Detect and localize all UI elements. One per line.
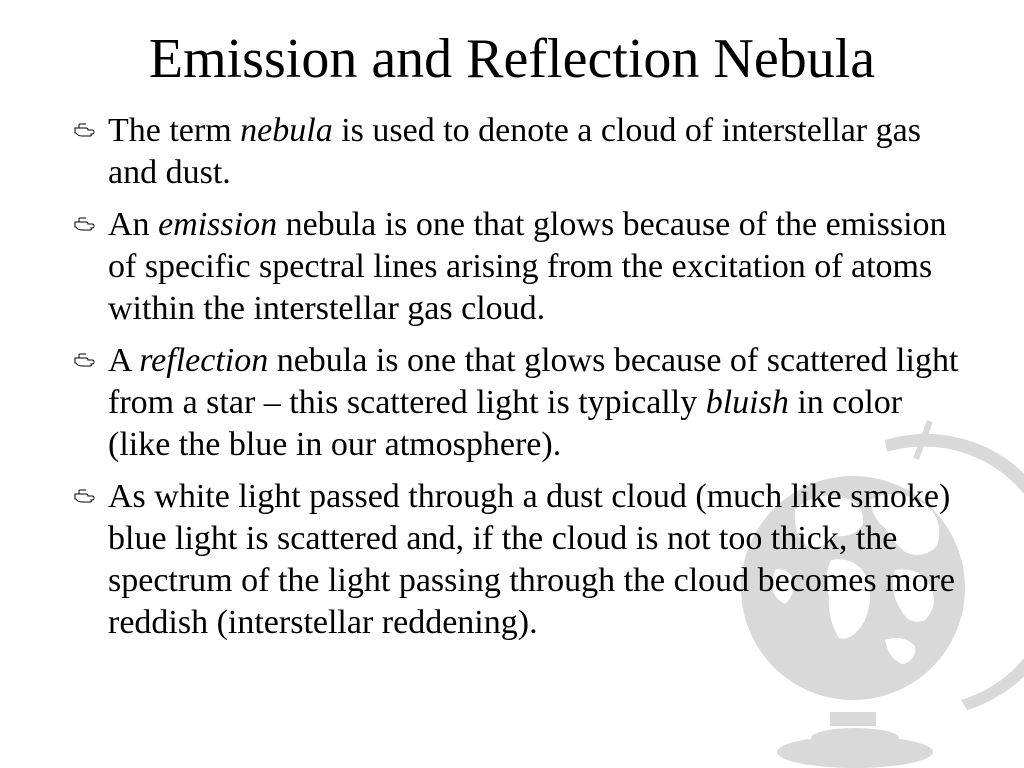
pointing-hand-icon [74, 488, 96, 504]
bullet-text: A reflection nebula is one that glows because of scattered light from a star – this scattered light is typically bluish in color (like the blue in our atmosphere). [108, 342, 959, 463]
bullet-text: As white light passed through a dust cloud (much like smoke) blue light is scattered and, if the cloud is not too thick, the spectrum of the light passing through the cloud becomes more reddish (interstellar reddening). [108, 478, 955, 641]
slide-title: Emission and Reflection Nebula [148, 28, 876, 90]
bullet-item [74, 204, 964, 330]
pointing-hand-icon [74, 216, 96, 232]
pointing-hand-icon [74, 122, 96, 138]
bullet-item [74, 110, 964, 194]
bullet-item [74, 476, 964, 644]
bullet-list [74, 110, 964, 654]
bullet-item [74, 340, 964, 466]
bullet-text: An emission nebula is one that glows because of the emission of specific spectral lines arising from the excitation of atoms within the interstellar gas cloud. [108, 206, 947, 327]
pointing-hand-icon [74, 352, 96, 368]
bullet-text: The term nebula is used to denote a cloud of interstellar gas and dust. [108, 112, 921, 191]
